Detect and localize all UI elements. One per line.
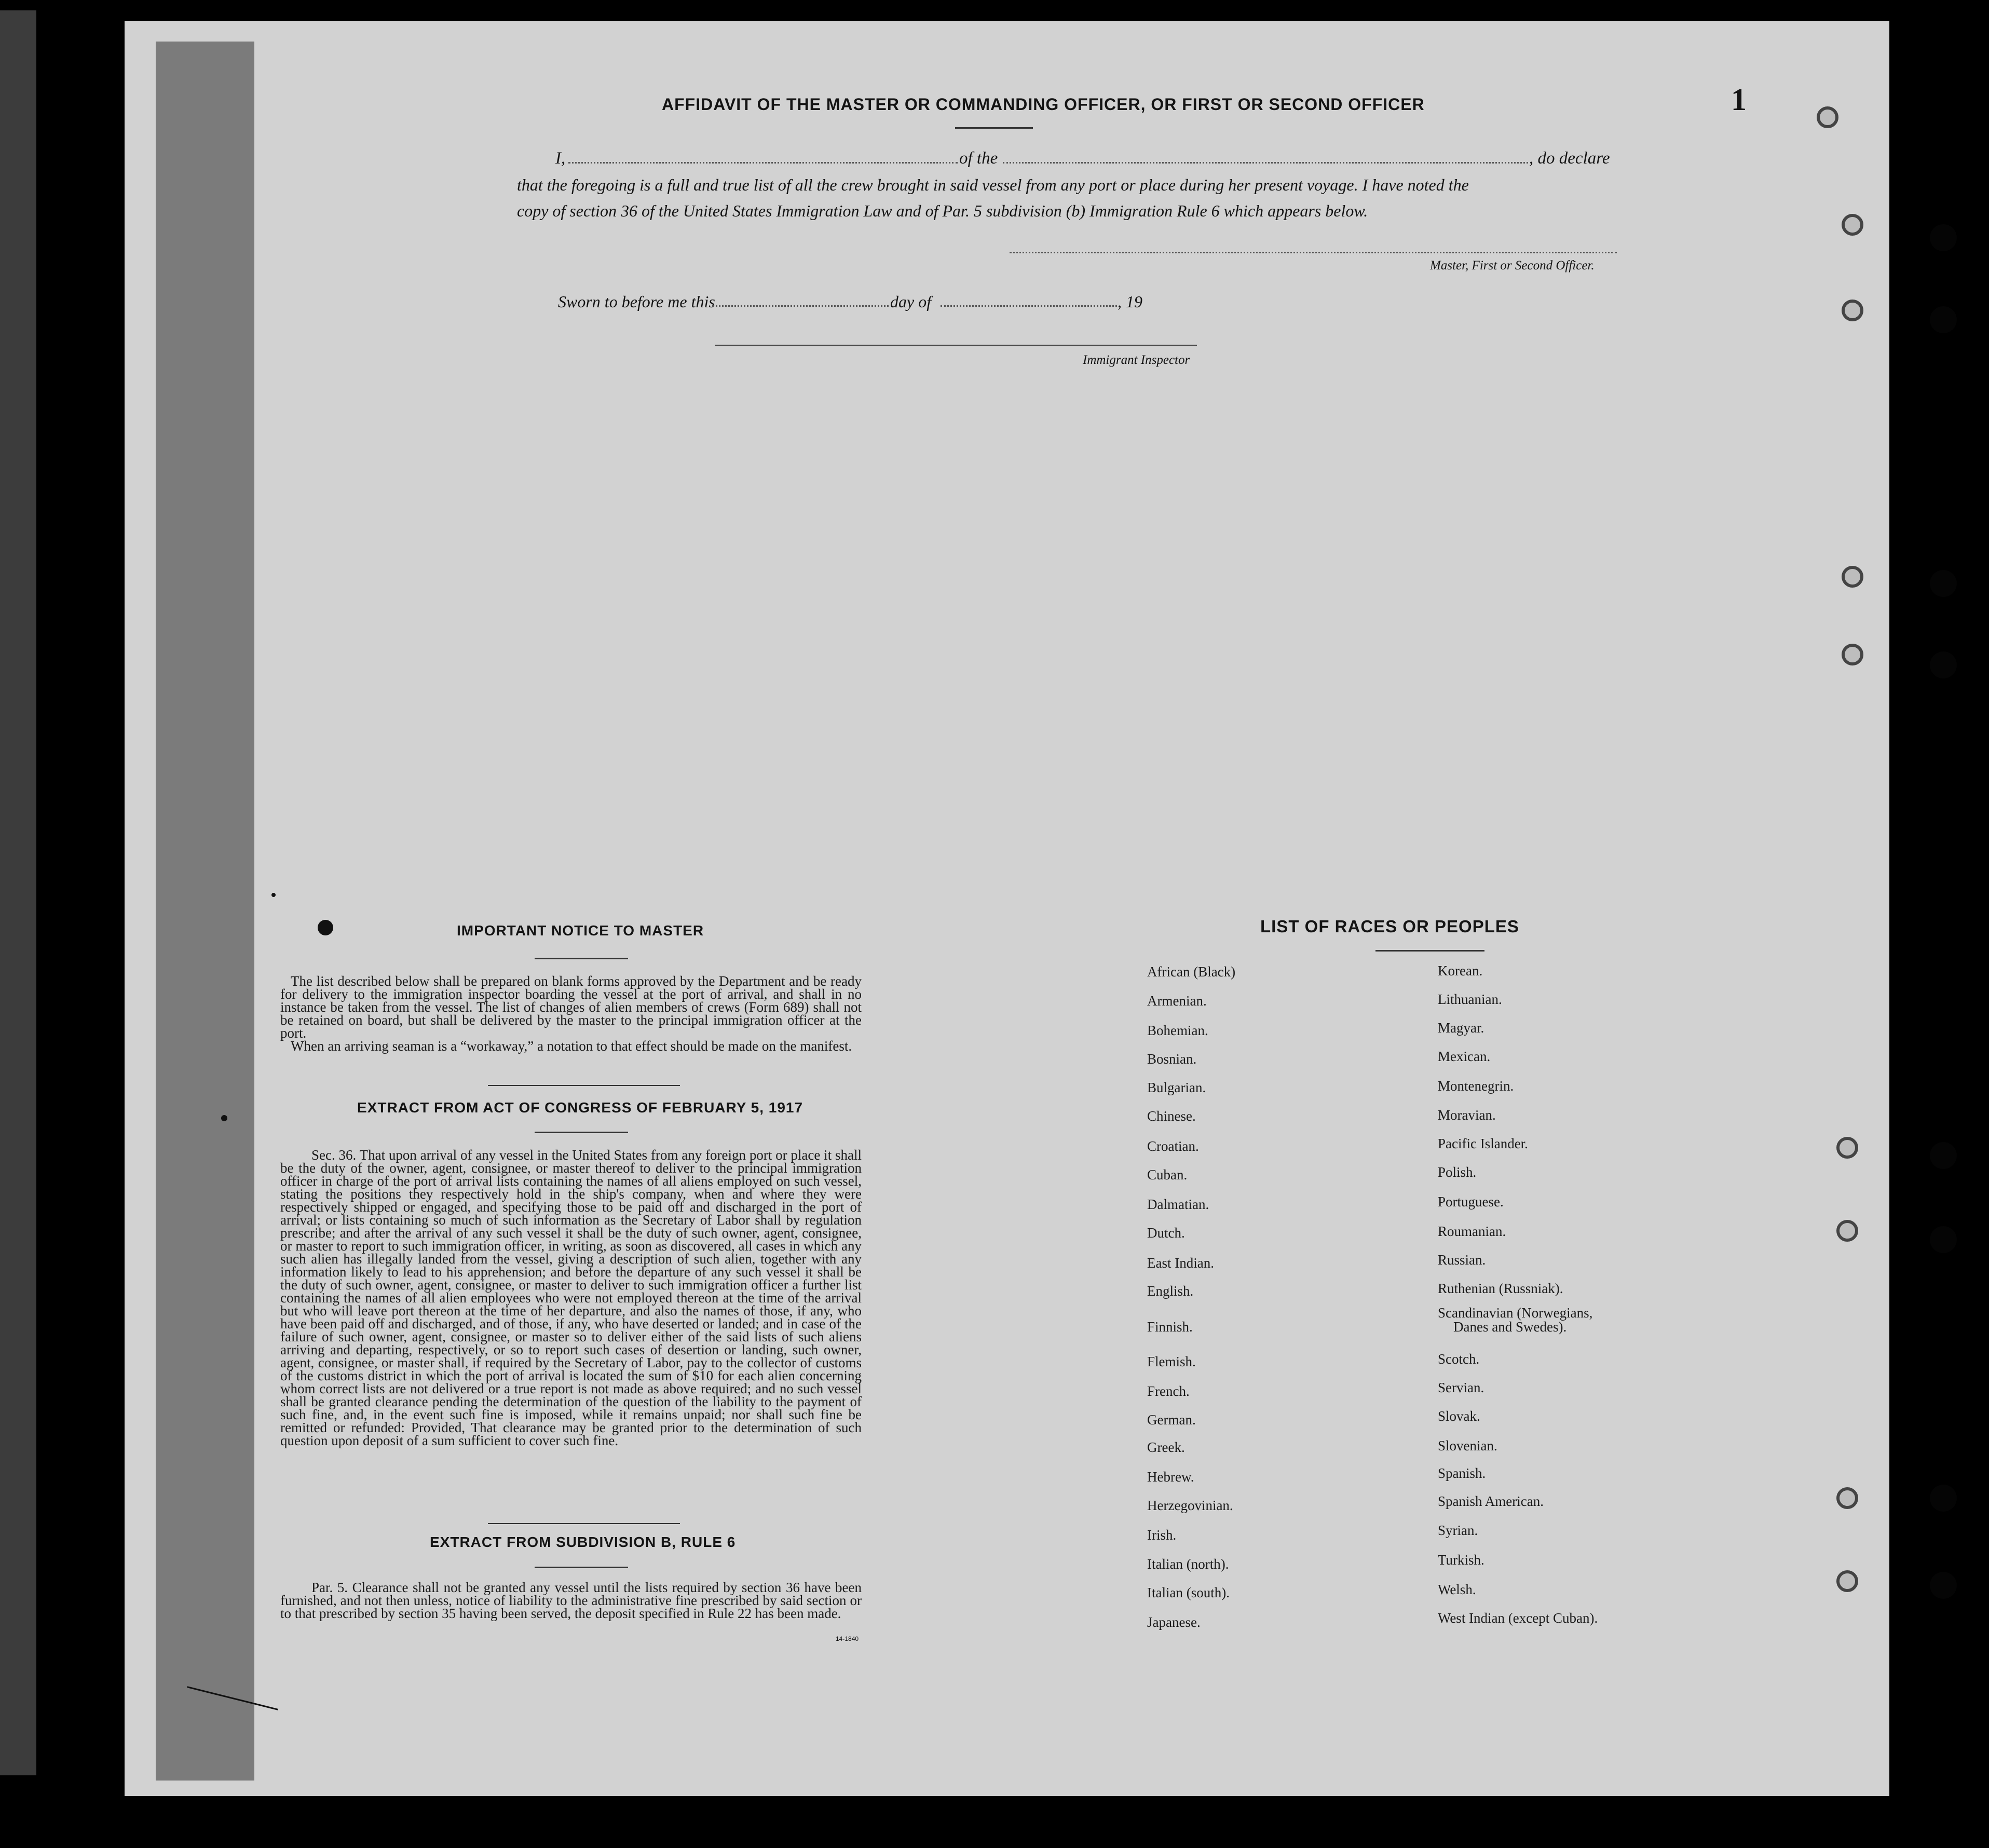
sworn-month-field[interactable] [941,305,1117,307]
punch-hole [1836,1570,1858,1592]
race-item: Polish. [1438,1164,1477,1180]
master-name-field[interactable] [568,162,958,164]
race-item: German. [1147,1412,1196,1428]
race-item: Italian (south). [1147,1585,1230,1600]
punch-hole [1836,1220,1858,1242]
signature-label: Master, First or Second Officer. [1430,259,1595,273]
race-item: Korean. [1438,963,1483,979]
punch-hole [1836,1137,1858,1159]
race-item: Bulgarian. [1147,1080,1206,1095]
binder-hole [1930,1572,1957,1599]
race-item: Chinese. [1147,1108,1196,1124]
races-title-rule [1375,950,1484,952]
page-number: 1 [1731,83,1747,117]
extract-rule-title-rule [535,1567,628,1568]
ink-speck [318,920,333,935]
race-item: Bosnian. [1147,1051,1197,1067]
binder-hole [1930,306,1957,333]
race-item: Magyar. [1438,1020,1484,1036]
affidavit-do-declare: , do declare [1529,149,1610,168]
race-item: Slovenian. [1438,1438,1497,1453]
extract-rule-text: Par. 5. Clearance shall not be granted any vessel until the lists required by section 36 have been furnished, and not then unless, notice of liability to the administrative fine prescribed by said section or to that prescribed by section 35 having been served, the deposit specified in Rule 22 has been made. [280,1580,862,1621]
race-item: Syrian. [1438,1523,1478,1538]
races-title: LIST OF RACES OR PEOPLES [1260,917,1519,936]
ink-speck [221,1115,227,1121]
race-item: Greek. [1147,1439,1185,1455]
race-item: Cuban. [1147,1167,1188,1183]
race-item: Spanish. [1438,1465,1486,1481]
extract-rule-title: EXTRACT FROM SUBDIVISION B, RULE 6 [430,1534,736,1550]
binder-hole [1930,570,1957,597]
race-item: Herzegovinian. [1147,1498,1233,1513]
affidavit-line-3: copy of section 36 of the United States Immigration Law and of Par. 5 subdivision (b) Immigration Rule 6 which appears below. [517,201,1368,220]
punch-hole [1842,566,1863,588]
race-item: Portuguese. [1438,1194,1504,1210]
race-item: Scandinavian (Norwegians, [1438,1305,1593,1321]
binder-hole [1930,1226,1957,1253]
inspector-label: Immigrant Inspector [1083,353,1190,367]
race-item: Montenegrin. [1438,1078,1514,1094]
race-item: Hebrew. [1147,1469,1194,1485]
sworn-label: Sworn to before me this [558,292,715,311]
punch-hole [1836,1487,1858,1509]
punch-hole [1842,300,1863,321]
race-item: Servian. [1438,1380,1484,1395]
binder-hole [1930,1142,1957,1169]
extract-act-title: EXTRACT FROM ACT OF CONGRESS OF FEBRUARY 5, 1917 [357,1099,803,1116]
race-item: Roumanian. [1438,1224,1506,1239]
race-item: Flemish. [1147,1354,1196,1369]
race-item: Russian. [1438,1252,1486,1268]
race-item: Finnish. [1147,1319,1193,1335]
race-item: West Indian (except Cuban). [1438,1610,1598,1626]
race-item: East Indian. [1147,1255,1214,1271]
punch-hole [1842,214,1863,236]
affidavit-title-rule [955,127,1033,129]
officer-signature-line[interactable] [1010,252,1617,253]
document-sheet [125,21,1889,1796]
race-item: Italian (north). [1147,1556,1229,1572]
notice-paragraph-2: When an arriving seaman is a “workaway,” a notation to that effect should be made on the manifest. [291,1038,852,1054]
race-item: Irish. [1147,1527,1177,1543]
race-item: Danes and Swedes). [1453,1319,1567,1335]
race-item: Slovak. [1438,1408,1480,1424]
race-item: Croatian. [1147,1138,1199,1154]
race-item: Turkish. [1438,1552,1484,1568]
ink-speck [271,893,276,897]
extract-act-divider [488,1523,680,1524]
extract-act-title-rule [535,1132,628,1133]
race-item: Moravian. [1438,1107,1496,1123]
race-item: Pacific Islander. [1438,1136,1528,1151]
notice-divider [488,1085,680,1086]
sworn-day-field[interactable] [712,305,889,307]
race-item: Mexican. [1438,1049,1491,1064]
vessel-name-field[interactable] [1003,162,1528,164]
race-item: African (Black) [1147,964,1236,980]
race-item: Dutch. [1147,1225,1185,1241]
punch-hole [1817,106,1838,128]
binder-hole [1930,651,1957,678]
inspector-signature-line[interactable] [715,345,1197,346]
race-item: Ruthenian (Russniak). [1438,1281,1563,1296]
race-item: English. [1147,1283,1194,1299]
race-item: Lithuanian. [1438,991,1502,1007]
affidavit-title: AFFIDAVIT OF THE MASTER OR COMMANDING OFFICER, OR FIRST OR SECOND OFFICER [662,95,1425,114]
notice-title: IMPORTANT NOTICE TO MASTER [457,922,704,939]
binder-hole [1930,1485,1957,1512]
race-item: French. [1147,1383,1190,1399]
punch-hole [1842,644,1863,665]
race-item: Scotch. [1438,1351,1480,1367]
affidavit-i-label: I, [555,149,566,168]
year-label: , 19 [1118,292,1142,311]
notice-title-rule [535,958,628,959]
race-item: Dalmatian. [1147,1197,1209,1212]
extract-act-text: Sec. 36. That upon arrival of any vessel in the United States from any foreign port or place it shall be the duty of the owner, agent, consignee, or master thereof to deliver to the principal immigration officer in charge of the port of arrival lists containing the names of all aliens employed on such vessel, stating the positions they respectively hold in the ship's company, when and where they were respectively shipped or engaged, and specifying those to be paid off and discharged in the port of arrival; or lists containing so much of such information as the Secretary of Labor shall by regulation prescribe; and after the arrival of any such vessel it shall be the duty of such owner, agent, consignee, or master to report to such immigration officer, in writing, as soon as discovered, all cases in which any such alien has illegally landed from the vessel, giving a description of such alien, together with any information likely to lead to his apprehension; and before the departure of any such vessel it shall be the duty of such owner, agent, consignee, or master to deliver to such immigration officer a further list containing the names of all alien employees who were not employed thereon at the time of the arrival but who will leave port thereon at the time of her departure, and also the names of those, if any, who have been paid off and discharged, and of those, if any, who have deserted or landed; and in case of the failure of such owner, agent, consignee, or master so to deliver either of the said lists of such aliens arriving and departing, respectively, or so to report such cases of desertion or landing, such owner, agent, consignee, or master shall, if required by the Secretary of Labor, pay to the collector of customs of the customs district in which the port of arrival is located the sum of $10 for each alien concerning whom correct lists are not delivered or a true report is not made as above required; and no such vessel shall be granted clearance pending the determination of the question of the liability to the payment of such fine, and, in the event such fine is imposed, while it remains unpaid; nor shall such fine be remitted or refunded: Provided, That clearance may be granted prior to the determination of such question upon deposit of a sum sufficient to cover such fine. [280,1147,862,1448]
notice-paragraph-1: The list described below shall be prepared on blank forms approved by the Department and be ready for delivery to the immigration inspector boarding the vessel at the port of arrival, and shall in no instance be taken from the vessel. The list of changes of alien members of crews (Form 689) shall not be retained on board, but shall be delivered by the master to the principal immigration officer at the port. [280,973,862,1041]
race-item: Armenian. [1147,993,1207,1009]
race-item: Bohemian. [1147,1023,1208,1038]
binding-margin [156,42,254,1781]
affidavit-of-the-label: of the [959,149,998,168]
affidavit-line-2: that the foregoing is a full and true list of all the crew brought in said vessel from any port or place during her present voyage. I have noted the [517,175,1469,194]
race-item: Spanish American. [1438,1493,1544,1509]
race-item: Welsh. [1438,1582,1476,1597]
form-number: 14-1840 [836,1635,859,1642]
binder-hole [1930,224,1957,251]
race-item: Japanese. [1147,1614,1201,1630]
day-of-label: day of [890,292,932,311]
page-shadow-edge [0,10,36,1775]
